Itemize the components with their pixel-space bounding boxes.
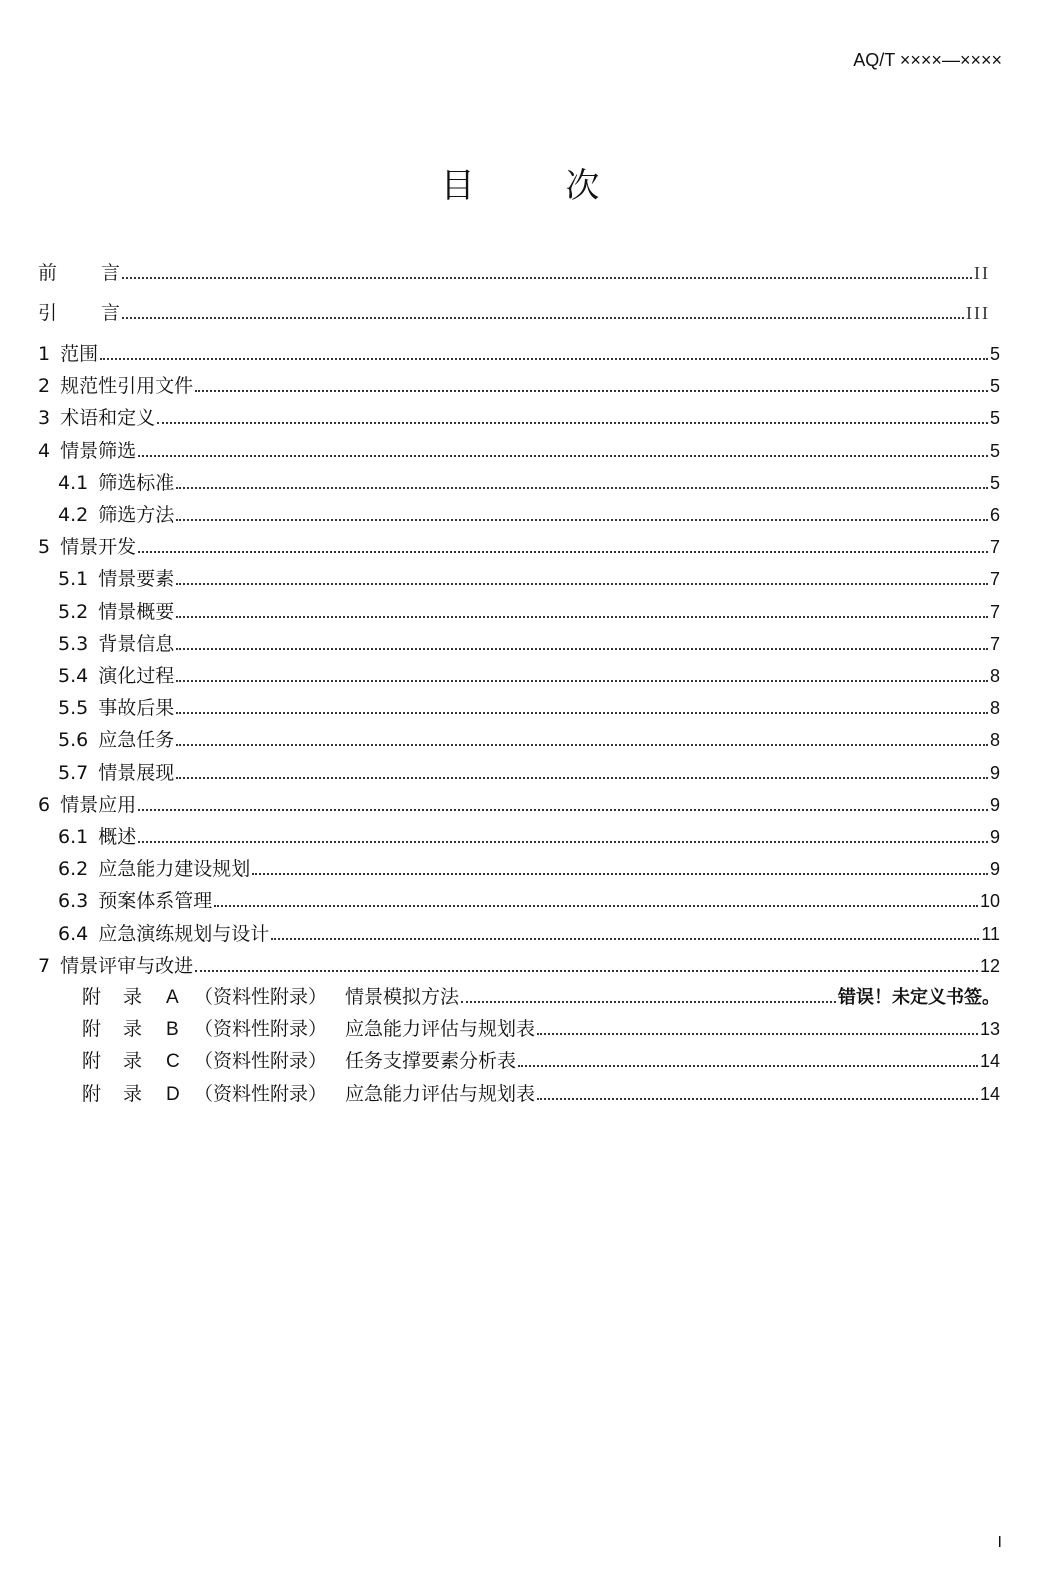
appendix-prefix: 附	[82, 986, 102, 1008]
toc-page: 8	[989, 698, 1000, 718]
toc-label: 概述	[98, 826, 137, 848]
toc-page: 8	[989, 730, 1000, 750]
toc-appendix-entry[interactable]	[82, 985, 1000, 1010]
appendix-letter: C	[166, 1051, 180, 1072]
toc-page: 8	[989, 666, 1000, 686]
toc-entry[interactable]	[38, 954, 1000, 978]
appendix-letter: D	[166, 1084, 180, 1105]
toc-page: 10	[979, 891, 1000, 911]
toc-page: 5	[989, 376, 1000, 396]
toc-number: 6.2	[58, 858, 89, 880]
title-char-2: 次	[565, 166, 600, 206]
toc-entry[interactable]	[58, 728, 1000, 752]
page-number: I	[997, 1534, 1002, 1551]
appendix-prefix: 录	[123, 1018, 143, 1040]
toc-label: 术语和定义	[60, 407, 156, 429]
toc-entry-introduction[interactable]	[38, 301, 990, 325]
toc-page: 5	[989, 344, 1000, 364]
toc-number: 5.5	[58, 697, 89, 719]
dot-leader	[214, 904, 978, 907]
toc-number: 4.2	[58, 504, 89, 526]
toc-label: 前 言	[38, 262, 121, 284]
toc-label: 情景筛选	[60, 440, 137, 462]
appendix-type: （资料性附录）	[194, 1018, 328, 1040]
toc-label: 筛选标准	[98, 472, 175, 494]
title-char-1: 目	[440, 166, 475, 206]
toc-title	[0, 158, 1040, 207]
appendix-prefix: 录	[123, 1050, 143, 1072]
toc-entry[interactable]	[58, 567, 1000, 591]
toc-label: 情景展现	[98, 762, 175, 784]
toc-label: 情景开发	[60, 536, 137, 558]
dot-leader	[195, 969, 978, 972]
toc-page: 9	[989, 859, 1000, 879]
toc-entry[interactable]	[58, 889, 1000, 913]
dot-leader	[100, 357, 988, 360]
toc-entry[interactable]	[38, 793, 1000, 817]
toc-appendix-entry[interactable]	[82, 1082, 1000, 1107]
toc-number: 2	[38, 375, 51, 397]
toc-entry[interactable]	[38, 374, 1000, 398]
toc-number: 5.7	[58, 762, 89, 784]
appendix-prefix: 附	[82, 1018, 102, 1040]
toc-number: 5.4	[58, 665, 89, 687]
toc-page: 7	[989, 569, 1000, 589]
toc-entry[interactable]	[58, 503, 1000, 527]
dot-leader	[122, 276, 972, 279]
dot-leader	[176, 518, 988, 521]
dot-leader	[157, 421, 988, 424]
appendix-letter: A	[166, 987, 179, 1008]
appendix-prefix: 录	[123, 1083, 143, 1105]
toc-label: 情景要素	[98, 568, 175, 590]
toc-label: 范围	[60, 343, 99, 365]
toc-page: II	[974, 263, 990, 283]
appendix-prefix: 录	[123, 986, 143, 1008]
dot-leader	[138, 840, 988, 843]
dot-leader	[122, 316, 964, 319]
document-code: AQ/T ××××—××××	[853, 50, 1002, 70]
toc-entry[interactable]	[58, 922, 1000, 946]
toc-entry[interactable]	[58, 632, 1000, 656]
toc-page: 6	[989, 505, 1000, 525]
dot-leader	[176, 582, 988, 585]
toc-entry-foreword[interactable]	[38, 261, 990, 285]
toc-number: 6.3	[58, 890, 89, 912]
dot-leader	[271, 937, 979, 940]
toc-number: 5	[38, 536, 51, 558]
appendix-title: 应急能力评估与规划表	[345, 1018, 536, 1040]
appendix-prefix: 附	[82, 1050, 102, 1072]
toc-entry[interactable]	[38, 406, 1000, 430]
toc-appendix-entry[interactable]	[82, 1049, 1000, 1074]
dot-leader	[138, 550, 988, 553]
toc-number: 4	[38, 440, 51, 462]
dot-leader	[138, 808, 988, 811]
toc-number: 4.1	[58, 472, 89, 494]
toc-label: 应急能力建设规划	[98, 858, 251, 880]
toc-page: 9	[989, 763, 1000, 783]
toc-page: 11	[981, 924, 1000, 944]
toc-page: 14	[979, 1084, 1000, 1104]
toc-page: 14	[979, 1051, 1000, 1071]
toc-label: 情景评审与改进	[60, 955, 194, 977]
toc-page: 7	[989, 537, 1000, 557]
dot-leader	[461, 1000, 836, 1003]
toc-page: 7	[989, 634, 1000, 654]
toc-number: 6.1	[58, 826, 89, 848]
dot-leader	[195, 389, 988, 392]
dot-leader	[176, 486, 988, 489]
toc-page: 7	[989, 602, 1000, 622]
toc-number: 3	[38, 407, 51, 429]
dot-leader	[176, 711, 988, 714]
dot-leader	[176, 679, 988, 682]
toc-number: 1	[38, 343, 51, 365]
toc-entry[interactable]	[58, 664, 1000, 688]
toc-label: 情景应用	[60, 794, 137, 816]
appendix-type: （资料性附录）	[194, 986, 328, 1008]
toc-entry[interactable]	[38, 535, 1000, 559]
toc-number: 7	[38, 955, 51, 977]
toc-entry[interactable]	[58, 600, 1000, 624]
dot-leader	[138, 454, 988, 457]
appendix-type: （资料性附录）	[194, 1083, 328, 1105]
toc-entry[interactable]	[58, 696, 1000, 720]
toc-label: 应急演练规划与设计	[98, 923, 270, 945]
toc-label: 事故后果	[98, 697, 175, 719]
toc-number: 6	[38, 794, 51, 816]
dot-leader	[518, 1064, 978, 1067]
toc-label: 筛选方法	[98, 504, 175, 526]
toc-number: 5.6	[58, 729, 89, 751]
appendix-letter: B	[166, 1019, 179, 1040]
toc-entry[interactable]	[38, 342, 1000, 366]
toc-label: 预案体系管理	[98, 890, 213, 912]
toc-page: III	[966, 303, 990, 323]
appendix-title: 情景模拟方法	[345, 986, 460, 1008]
toc-appendix-entry[interactable]	[82, 1017, 1000, 1042]
appendix-prefix: 附	[82, 1083, 102, 1105]
toc-page: 12	[979, 956, 1000, 976]
appendix-type: （资料性附录）	[194, 1050, 328, 1072]
dot-leader	[176, 776, 988, 779]
toc-page: 5	[989, 408, 1000, 428]
dot-leader	[176, 743, 988, 746]
toc-entry[interactable]	[58, 471, 1000, 495]
toc-page: 5	[989, 473, 1000, 493]
toc-page: 5	[989, 441, 1000, 461]
dot-leader	[252, 872, 988, 875]
toc-entry[interactable]	[58, 825, 1000, 849]
appendix-title: 任务支撑要素分析表	[345, 1050, 517, 1072]
toc-label: 情景概要	[98, 601, 175, 623]
appendix-title: 应急能力评估与规划表	[345, 1083, 536, 1105]
toc-page: 13	[979, 1019, 1000, 1039]
dot-leader	[537, 1097, 978, 1100]
toc-page: 9	[989, 795, 1000, 815]
toc-entry[interactable]	[38, 439, 1000, 463]
toc-label: 背景信息	[98, 633, 175, 655]
dot-leader	[176, 647, 988, 650]
toc-page: 错误！未定义书签。	[838, 987, 1000, 1008]
toc-number: 5.3	[58, 633, 89, 655]
toc-label: 引 言	[38, 302, 121, 324]
toc-entry[interactable]	[58, 857, 1000, 881]
toc-entry[interactable]	[58, 761, 1000, 785]
toc-number: 6.4	[58, 923, 89, 945]
toc-number: 5.2	[58, 601, 89, 623]
toc-number: 5.1	[58, 568, 89, 590]
toc-label: 应急任务	[98, 729, 175, 751]
toc-label: 规范性引用文件	[60, 375, 194, 397]
toc-page: 9	[989, 827, 1000, 847]
dot-leader	[537, 1032, 978, 1035]
dot-leader	[176, 615, 988, 618]
toc-label: 演化过程	[98, 665, 175, 687]
